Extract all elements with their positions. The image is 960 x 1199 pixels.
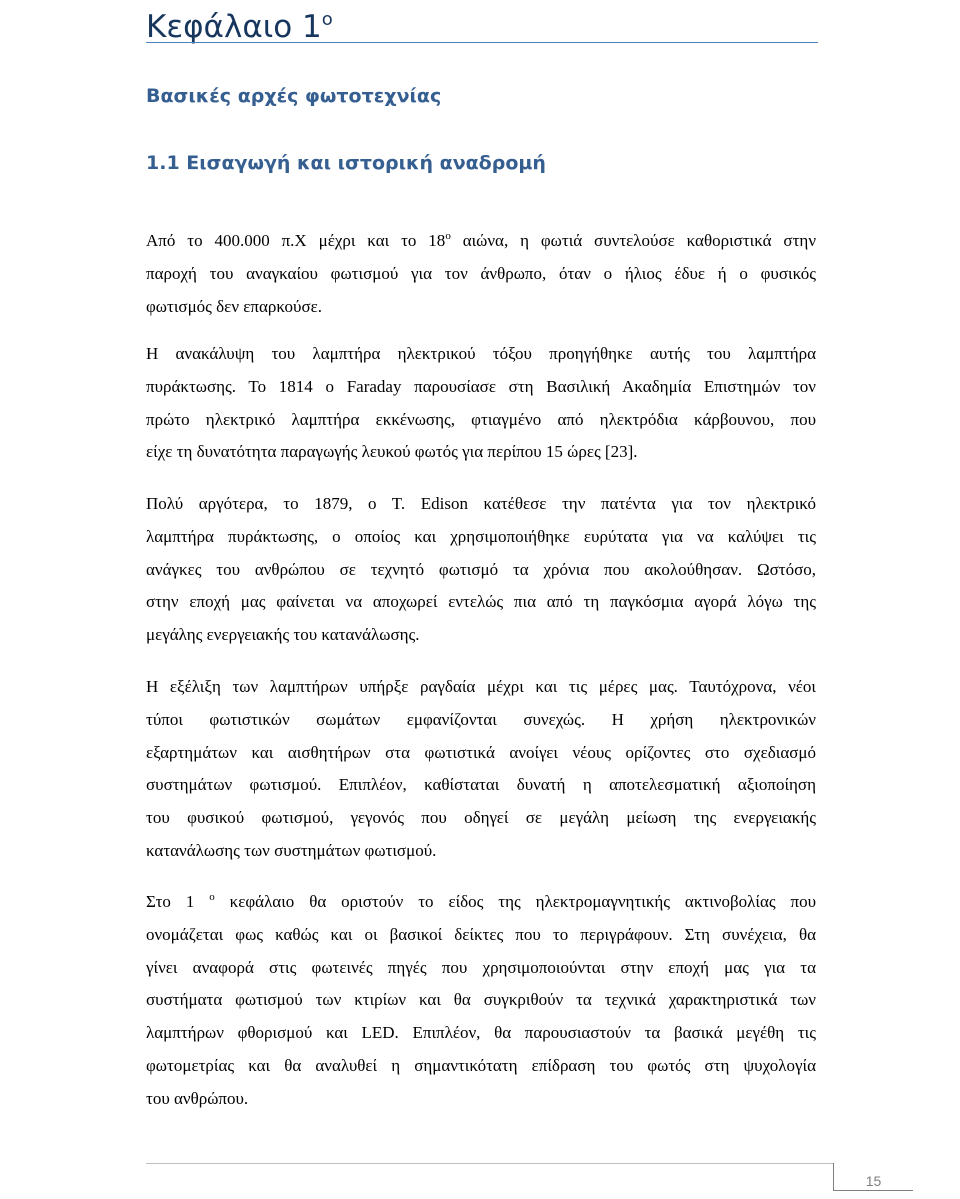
paragraph-line: Η ανακάλυψη του λαμπτήρα ηλεκτρικού τόξου προηγήθηκε αυτής του λαμπτήρα [146,344,816,363]
paragraph-line: ανάγκες του ανθρώπου σε τεχνητό φωτισμό τα χρόνια που ακολούθησαν. Ωστόσο, [146,559,816,579]
paragraph-line: Από το 400.000 π.Χ μέχρι και το $18^o$ αιώνα, η φωτιά συντελούσε καθοριστικά στην [146,230,817,250]
chapter-heading [146,0,818,47]
paragraph-line: εξαρτημάτων και αισθητήρων στα φωτιστικά ανοίγει νέους ορίζοντες στο σχεδιασμό [146,742,816,762]
section-heading: 1.1 Εισαγωγή και ιστορική αναδρομή [146,152,546,174]
paragraph-line: παροχή του αναγκαίου φωτισμού για τον άνθρωπο, όταν ο ήλιος έδυε ή ο φυσικός [146,263,816,283]
paragraph-1 [146,225,816,323]
paragraph-4 [146,671,816,868]
superscript: ο [445,230,451,242]
paragraph-line: τύποι φωτιστικών σωμάτων εμφανίζονται συνεχώς. Η χρήση ηλεκτρονικών [146,709,816,729]
chapter-heading-rule [146,42,818,43]
paragraph-line: στην εποχή μας φαίνεται να αποχωρεί εντελώς πια από τη παγκόσμια αγορά λόγω της [146,592,816,612]
paragraph-5 [146,886,816,1116]
paragraph-line: μεγάλης ενεργειακής του κατανάλωσης. [146,625,420,645]
paragraph-line: λαμπτήρα πυράκτωσης, ο οποίος και χρησιμοποιήθηκε ευρύτατα για να καλύψει τις [146,526,816,546]
paragraph-line: συστήματα φωτισμού των κτιρίων και θα συγκριθούν τα τεχνικά χαρακτηριστικά των [146,990,816,1010]
paragraph-line: είχε τη δυνατότητα παραγωγής λευκού φωτός για περίπου 15 ώρες [23]. [146,442,638,462]
paragraph-line: γίνει αναφορά στις φωτεινές πηγές που χρησιμοποιούνται στην εποχή μας για τα [146,957,816,977]
paragraph-line: Η εξέλιξη των λαμπτήρων υπήρξε ραγδαία μέχρι και τις μέρες μας. Ταυτόχρονα, νέοι [146,677,816,696]
paragraph-line: φωτομετρίας και θα αναλυθεί η σημαντικότατη επίδραση του φωτός στη ψυχολογία [146,1055,816,1075]
main-heading: Βασικές αρχές φωτοτεχνίας [146,85,442,107]
superscript: ο [209,891,215,903]
chapter-title-superscript: ο [321,9,333,30]
paragraph-line: Στο 1 $^o$ κεφάλαιο θα οριστούν το είδος της ηλεκτρομαγνητικής ακτινοβολίας που [146,891,816,911]
paragraph-line: πυράκτωσης. Το 1814 ο Faraday παρουσίασε στη Βασιλική Ακαδημία Επιστημών τον [146,376,816,396]
page-number: 15 [833,1163,913,1191]
paragraph-3 [146,488,816,652]
paragraph-line: συστημάτων φωτισμού. Επιπλέον, καθίσταται δυνατή η αποτελεσματική αξιοποίηση [146,775,816,795]
footer-rule [146,1163,834,1164]
paragraph-line: κατανάλωσης των συστημάτων φωτισμού. [146,840,437,860]
paragraph-line: λαμπτήρων φθορισμού και LED. Επιπλέον, θα παρουσιαστούν τα βασικά μεγέθη τις [146,1023,816,1043]
paragraph-line: ονομάζεται φως καθώς και οι βασικοί δείκτες που το περιγράφουν. Στη συνέχεια, θα [146,924,816,944]
paragraph-line: φωτισμός δεν επαρκούσε. [146,296,323,316]
paragraph-line: Πολύ αργότερα, το 1879, ο Τ. Edison κατέθεσε την πατέντα για τον ηλεκτρικό [146,494,816,513]
paragraph-line: του ανθρώπου. [146,1088,249,1108]
paragraph-2 [146,338,816,469]
paragraph-line: του φυσικού φωτισμού, γεγονός που οδηγεί σε μεγάλη μείωση της ενεργειακής [146,808,816,828]
chapter-title: Κεφάλαιο 1 [146,9,322,45]
paragraph-line: πρώτο ηλεκτρικό λαμπτήρα εκκένωσης, φτιαγμένο από ηλεκτρόδια κάρβουνου, που [146,409,816,429]
